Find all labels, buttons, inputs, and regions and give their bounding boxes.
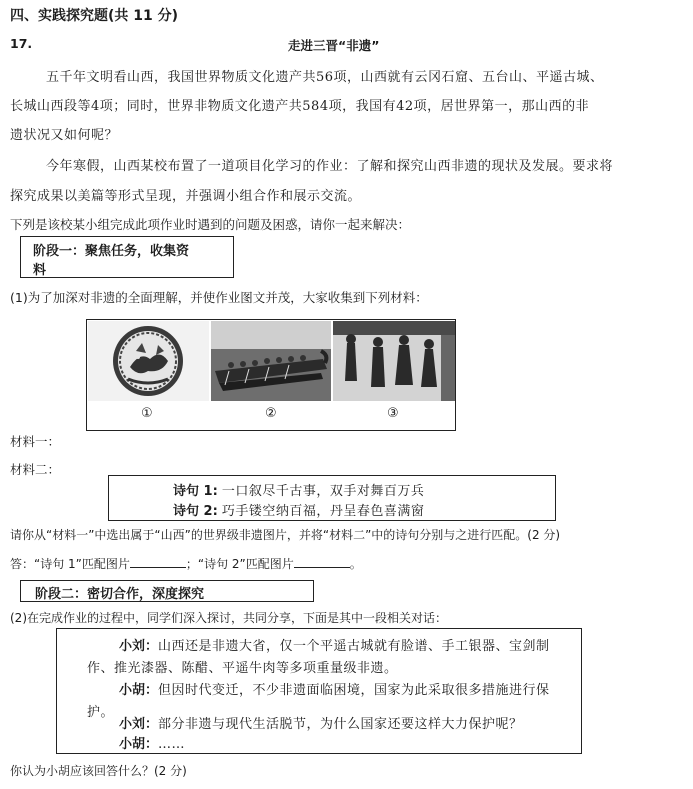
stage1-label-cont: 料 bbox=[33, 263, 47, 278]
shadow-puppet-image bbox=[333, 321, 455, 401]
dialogue-text: 护。 bbox=[87, 705, 115, 720]
section-title: 四、实践探究题(共 11 分) bbox=[10, 8, 179, 24]
dragon-boat-image bbox=[211, 321, 331, 401]
question-1: (1)为了加深对非遗的全面理解，并使作业图文并茂，大家收集到下列材料： bbox=[10, 290, 428, 305]
dialogue-text: 山西还是非遗大省，仅一个平遥古城就有脸谱、手工银器、宝剑制 bbox=[158, 639, 550, 654]
instruction-text: 请你从“材料一”中选出属于“山西”的世界级非遗图片，并将“材料二”中的诗句分别与之进行匹配。(2 分) bbox=[10, 528, 561, 542]
image-caption-2: ② bbox=[265, 406, 277, 421]
poem-box bbox=[108, 475, 556, 521]
intro-line: 五千年文明看山西，我国世界物质文化遗产共56项，山西就有云冈石窟、五台山、平遥古城、 bbox=[46, 70, 604, 85]
question-number: 17. bbox=[10, 36, 33, 51]
poem-1-text: 一口叙尽千古事，双手对舞百万兵 bbox=[221, 484, 425, 499]
poem-2-label: 诗句 2: bbox=[173, 504, 218, 519]
poem-1-label: 诗句 1: bbox=[173, 484, 218, 499]
dialogue-line bbox=[119, 733, 185, 752]
dialogue-line bbox=[119, 635, 550, 654]
image-caption-3: ③ bbox=[387, 406, 399, 421]
intro-line: 探究成果以美篇等形式呈现，并强调小组合作和展示交流。 bbox=[10, 189, 362, 204]
dialogue-line bbox=[119, 713, 523, 732]
answer-line bbox=[10, 555, 362, 572]
dialogue-box bbox=[56, 628, 582, 754]
stage2-label: 阶段二：密切合作，深度探究 bbox=[35, 587, 205, 602]
question-2: (2)在完成作业的过程中，同学们深入探讨，共同分享，下面是其中一段相关对话： bbox=[10, 611, 448, 625]
final-question: 你认为小胡应该回答什么？(2 分) bbox=[10, 764, 187, 778]
dialogue-text: 作、推光漆器、陈醋、平遥牛肉等多项重量级非遗。 bbox=[87, 661, 398, 676]
intro-line: 今年寒假，山西某校布置了一道项目化学习的作业：了解和探究山西非遗的现状及发展。要求将 bbox=[46, 159, 614, 174]
dialogue-text: 但因时代变迁，不少非遗面临困境，国家为此采取很多措施进行保 bbox=[158, 683, 550, 698]
answer-mid: ；“诗句 2”匹配图片 bbox=[185, 557, 294, 571]
speaker-liu: 小刘： bbox=[119, 639, 159, 654]
intro-line: 长城山西段等4项；同时，世界非物质文化遗产共584项，我国有42项，居世界第一，那山西的非 bbox=[10, 99, 590, 114]
poem-2-text: 巧手镂空纳百福，丹呈春色喜满窗 bbox=[221, 504, 425, 519]
answer-blank-2[interactable] bbox=[294, 555, 350, 568]
stage1-label: 阶段一：聚焦任务，收集资 bbox=[33, 244, 190, 259]
material-2-label: 材料二： bbox=[10, 462, 61, 477]
image-caption-1: ① bbox=[141, 406, 153, 421]
intro-line: 遗状况又如何呢？ bbox=[10, 128, 119, 143]
stage1-label-box bbox=[20, 236, 234, 278]
speaker-liu: 小刘： bbox=[119, 717, 159, 732]
poem-1 bbox=[173, 480, 424, 499]
lead-text: 下列是该校某小组完成此项作业时遇到的问题及困惑，请你一起来解决： bbox=[10, 217, 411, 232]
speaker-hu: 小胡： bbox=[119, 737, 159, 752]
stage2-label-box bbox=[20, 580, 314, 602]
answer-end: 。 bbox=[349, 557, 362, 571]
answer-prefix: 答：“诗句 1”匹配图片 bbox=[10, 557, 130, 571]
dialogue-text: 部分非遗与现代生活脱节，为什么国家还要这样大力保护呢？ bbox=[158, 717, 523, 732]
material-1-label: 材料一： bbox=[10, 434, 61, 449]
speaker-hu: 小胡： bbox=[119, 683, 159, 698]
image-panel bbox=[86, 319, 456, 431]
dialogue-text: …… bbox=[158, 737, 186, 752]
dialogue-line bbox=[119, 679, 550, 698]
paper-cut-image bbox=[88, 321, 209, 401]
answer-blank-1[interactable] bbox=[130, 555, 186, 568]
poem-2 bbox=[173, 500, 424, 519]
question-title: 走进三晋“非遗” bbox=[288, 38, 380, 53]
